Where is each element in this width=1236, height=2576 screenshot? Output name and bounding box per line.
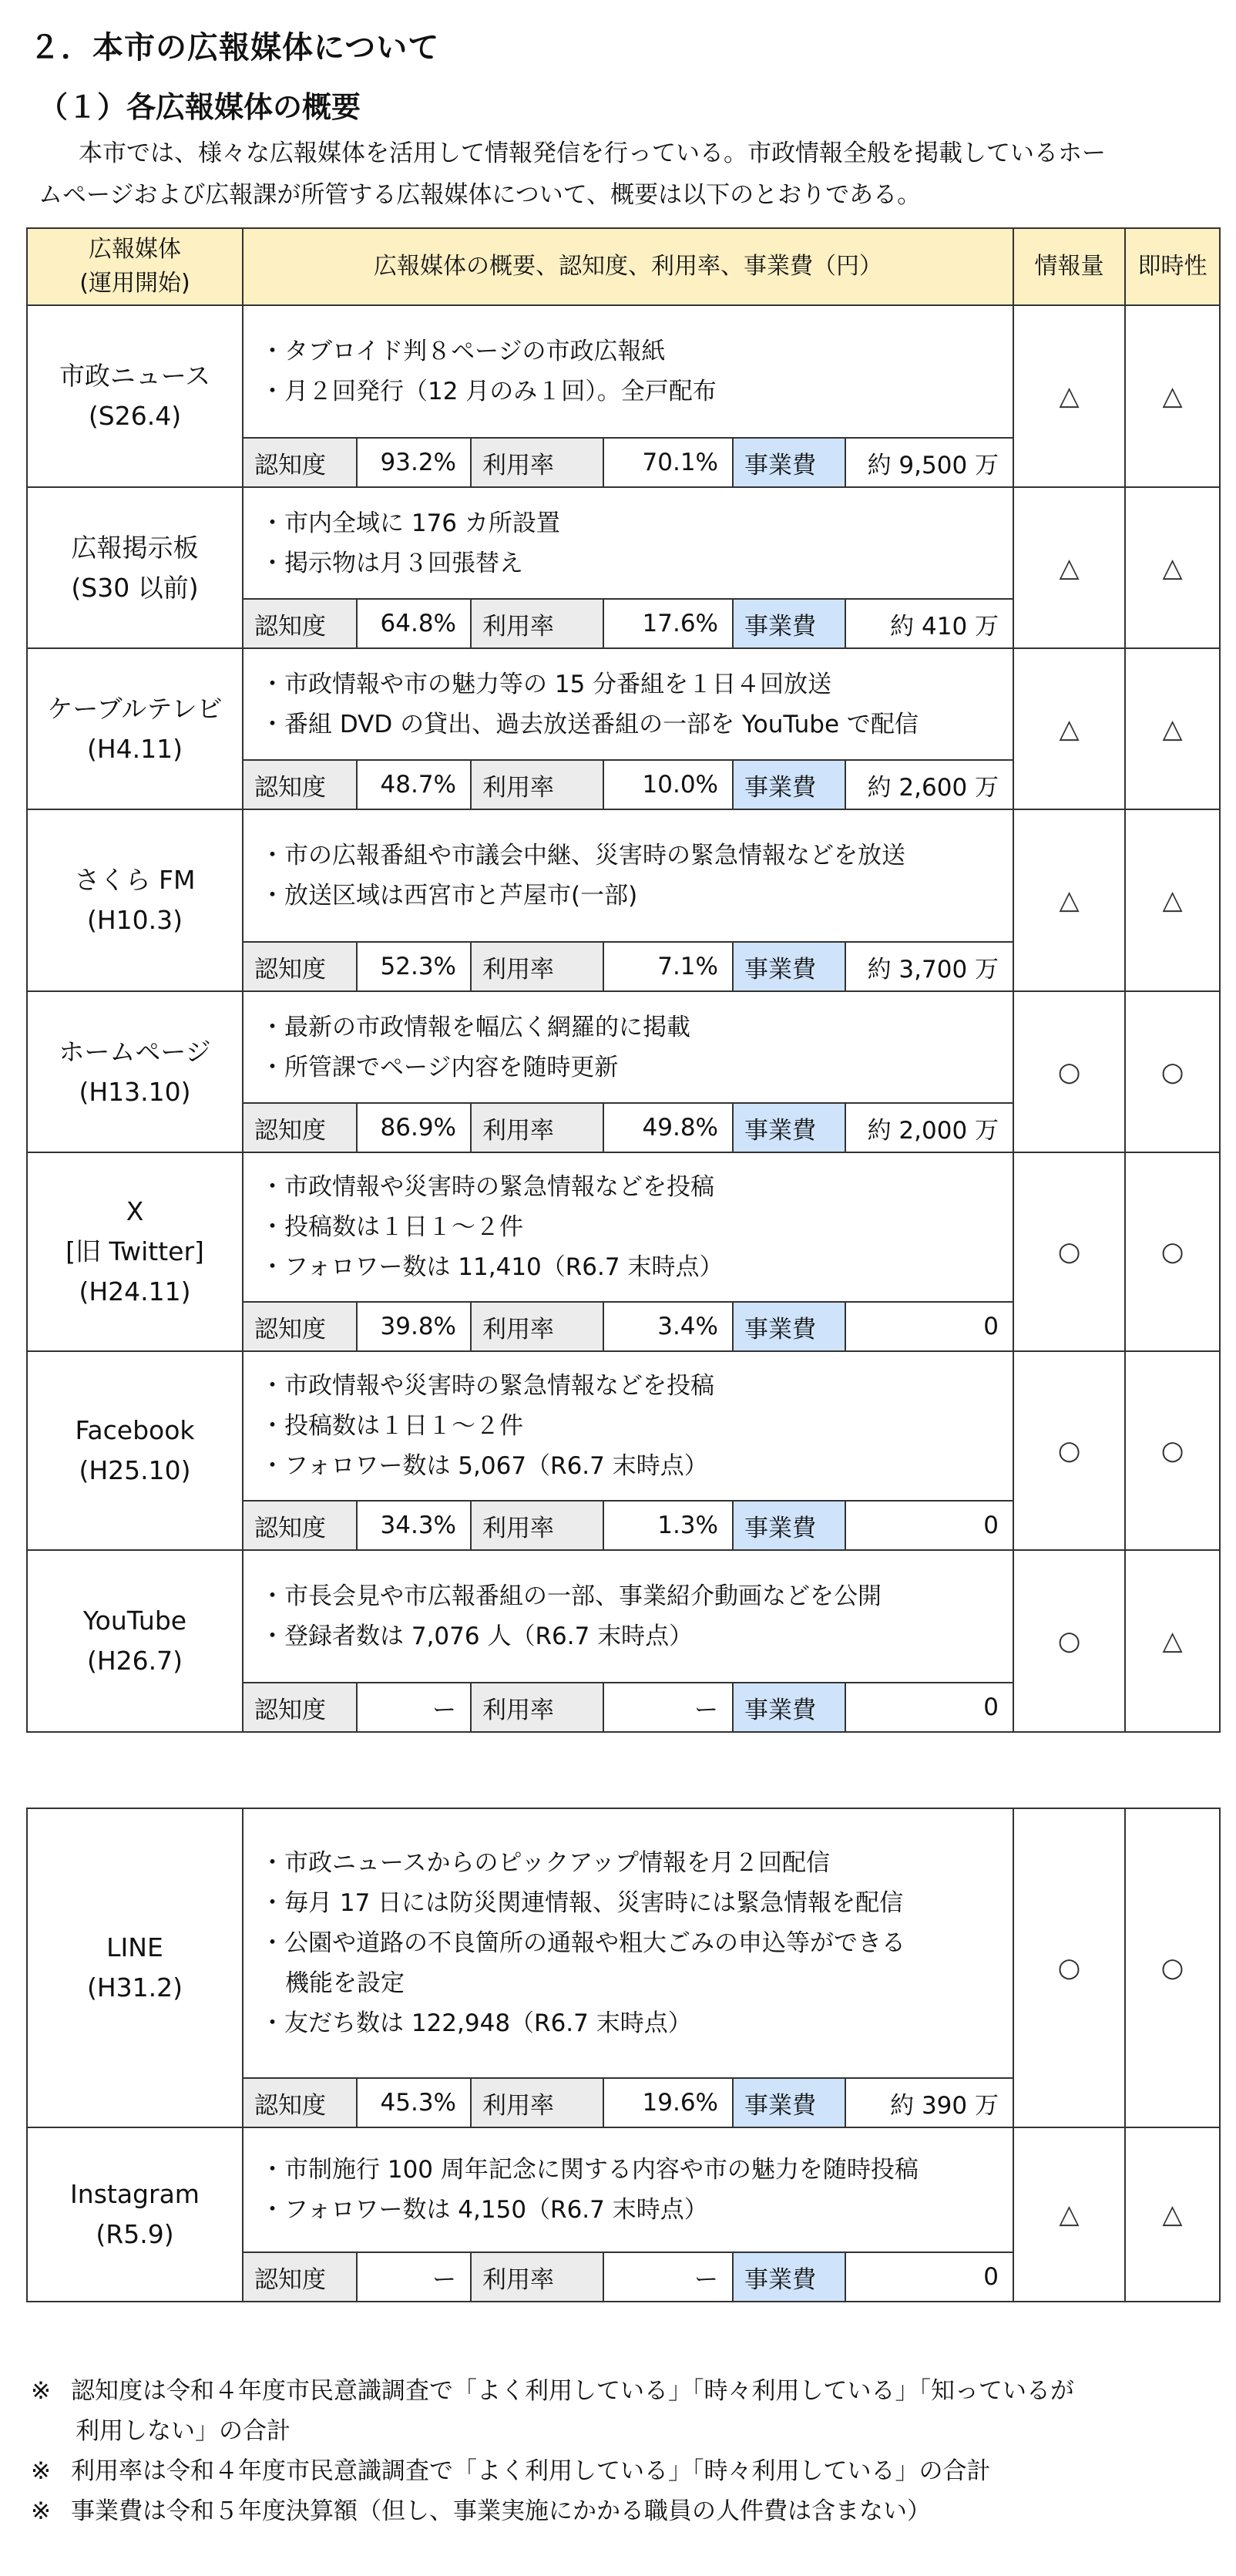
media-start-date: (H13.10) — [79, 1076, 191, 1107]
media-description — [243, 809, 1013, 942]
cost-label: 事業費 — [733, 1501, 845, 1550]
footnote-mark: ※ — [31, 2457, 51, 2485]
cost-label: 事業費 — [733, 760, 845, 809]
usage-value: 70.1% — [603, 438, 733, 487]
usage-value: 49.8% — [603, 1103, 733, 1152]
media-description — [243, 305, 1013, 438]
intro-text-line-2: ムページおよび広報課が所管する広報媒体について、概要は以下のとおりである。 — [39, 181, 922, 209]
awareness-label: 認知度 — [243, 599, 357, 648]
immediacy-rating: ○ — [1125, 1152, 1220, 1351]
media-name-cell — [27, 648, 243, 809]
description-line: ・友だち数は 122,948（R6.7 末時点） — [260, 2009, 692, 2037]
cost-value: 約 390 万 — [845, 2078, 1013, 2127]
awareness-value: 52.3% — [357, 942, 471, 991]
media-row — [27, 1808, 1220, 2078]
info-volume-rating: △ — [1013, 305, 1125, 487]
description-line: ・市制施行 100 周年記念に関する内容や市の魅力を随時投稿 — [260, 2156, 919, 2184]
header-media-label: 広報媒体 — [89, 236, 181, 263]
info-volume-rating: ○ — [1013, 991, 1125, 1152]
awareness-label: 認知度 — [243, 1683, 357, 1732]
info-volume-rating: △ — [1013, 809, 1125, 991]
immediacy-rating: △ — [1125, 648, 1220, 809]
usage-label: 利用率 — [471, 1683, 603, 1732]
description-line: ・市政情報や市の魅力等の 15 分番組を１日４回放送 — [260, 670, 832, 698]
media-start-date: (H26.7) — [86, 1646, 183, 1676]
cost-label: 事業費 — [733, 942, 845, 991]
media-name-cell — [27, 2127, 243, 2302]
cost-label: 事業費 — [733, 1103, 845, 1152]
media-name: さくら FM — [74, 865, 196, 895]
info-volume-rating: ○ — [1013, 1152, 1125, 1351]
immediacy-rating: ○ — [1125, 991, 1220, 1152]
media-description — [243, 1808, 1013, 2078]
footnote-1-line-1: 認知度は令和４年度市民意識調査で「よく利用している」「時々利用している」「知っているが — [71, 2377, 1074, 2405]
media-table-part-2 — [26, 1808, 1221, 2302]
cost-value: 約 9,500 万 — [845, 438, 1013, 487]
immediacy-rating: △ — [1125, 487, 1220, 648]
media-description — [243, 2127, 1013, 2252]
immediacy-rating: △ — [1125, 809, 1220, 991]
usage-value: 3.4% — [603, 1302, 733, 1351]
immediacy-rating: △ — [1125, 1550, 1220, 1732]
media-start-date: (H31.2) — [86, 1972, 183, 2003]
description-line: ・市政情報や災害時の緊急情報などを投稿 — [260, 1173, 714, 1201]
media-row — [27, 1351, 1220, 1501]
media-row — [27, 1152, 1220, 1302]
description-line: ・放送区域は西宮市と芦屋市(一部) — [260, 882, 638, 910]
description-line: ・月２回発行（12 月のみ１回）。全戸配布 — [260, 378, 717, 405]
cost-label: 事業費 — [733, 2252, 845, 2302]
header-summary: 広報媒体の概要、認知度、利用率、事業費（円） — [243, 228, 1013, 305]
media-name-cell — [27, 1550, 243, 1732]
footnote-2-text: 利用率は令和４年度市民意識調査で「よく利用している」「時々利用している」の合計 — [71, 2457, 991, 2485]
media-name: LINE — [106, 1932, 163, 1962]
footnote-mark: ※ — [31, 2497, 51, 2525]
awareness-label: 認知度 — [243, 1302, 357, 1351]
media-row — [27, 809, 1220, 942]
awareness-label: 認知度 — [243, 438, 357, 487]
footnote-mark: ※ — [31, 2377, 51, 2405]
cost-label: 事業費 — [733, 599, 845, 648]
media-name-cell — [27, 1152, 243, 1351]
media-name: Facebook — [75, 1415, 195, 1445]
awareness-value: 64.8% — [357, 599, 471, 648]
description-line: ・番組 DVD の貸出、過去放送番組の一部を YouTube で配信 — [260, 710, 919, 738]
media-name-cell — [27, 991, 243, 1152]
info-volume-rating: △ — [1013, 487, 1125, 648]
cost-label: 事業費 — [733, 1683, 845, 1732]
cost-value: 約 2,000 万 — [845, 1103, 1013, 1152]
media-description — [243, 1152, 1013, 1302]
immediacy-rating: △ — [1125, 305, 1220, 487]
cost-value: 0 — [845, 2252, 1013, 2302]
media-row — [27, 2127, 1220, 2252]
header-immediacy: 即時性 — [1125, 228, 1220, 305]
media-name: 広報掲示板 — [71, 532, 199, 563]
usage-label: 利用率 — [471, 2252, 603, 2302]
media-name: YouTube — [82, 1606, 187, 1636]
media-description — [243, 648, 1013, 760]
header-volume: 情報量 — [1013, 228, 1125, 305]
usage-label: 利用率 — [471, 438, 603, 487]
usage-value: ー — [603, 2252, 733, 2302]
media-name-former: [旧 Twitter] — [65, 1236, 204, 1266]
media-table-part-1 — [26, 227, 1221, 1733]
media-name-cell — [27, 1351, 243, 1550]
media-name: Instagram — [70, 2179, 200, 2209]
description-line: ・公園や道路の不良箇所の通報や粗大ごみの申込等ができる — [260, 1929, 905, 1957]
media-row — [27, 991, 1220, 1103]
media-start-date: (H24.11) — [79, 1276, 191, 1306]
description-line: ・投稿数は１日１～２件 — [260, 1412, 523, 1440]
awareness-label: 認知度 — [243, 1103, 357, 1152]
cost-value: 0 — [845, 1302, 1013, 1351]
usage-label: 利用率 — [471, 2078, 603, 2127]
awareness-label: 認知度 — [243, 942, 357, 991]
usage-label: 利用率 — [471, 599, 603, 648]
info-volume-rating: ○ — [1013, 1808, 1125, 2127]
cost-label: 事業費 — [733, 2078, 845, 2127]
description-line: ・タブロイド判８ページの市政広報紙 — [260, 338, 666, 365]
media-name: X — [126, 1196, 144, 1226]
awareness-value: 93.2% — [357, 438, 471, 487]
media-row — [27, 487, 1220, 599]
media-description — [243, 1351, 1013, 1501]
cost-value: 0 — [845, 1501, 1013, 1550]
footnote-1-line-2: 利用しない」の合計 — [76, 2417, 291, 2445]
header-media-start-label: (運用開始) — [79, 270, 190, 297]
subsection-heading: （１）各広報媒体の概要 — [39, 90, 361, 124]
description-line: ・市内全域に 176 カ所設置 — [260, 509, 560, 537]
media-name: 市政ニュース — [59, 361, 211, 391]
description-line: ・市の広報番組や市議会中継、災害時の緊急情報などを放送 — [260, 842, 905, 869]
usage-value: 17.6% — [603, 599, 733, 648]
media-name: ホームページ — [59, 1036, 211, 1067]
footnotes — [31, 2371, 1210, 2531]
usage-value: 10.0% — [603, 760, 733, 809]
media-start-date: (R5.9) — [96, 2219, 174, 2249]
section-heading: ２．本市の広報媒体について — [29, 30, 440, 66]
description-line: ・掲示物は月３回張替え — [260, 549, 523, 577]
cost-value: 約 2,600 万 — [845, 760, 1013, 809]
description-line: ・フォロワー数は 5,067（R6.7 末時点） — [260, 1452, 708, 1480]
awareness-value: 48.7% — [357, 760, 471, 809]
usage-value: 19.6% — [603, 2078, 733, 2127]
awareness-value: 45.3% — [357, 2078, 471, 2127]
usage-label: 利用率 — [471, 1501, 603, 1550]
footnote-2 — [31, 2451, 1210, 2491]
awareness-value: ー — [357, 1683, 471, 1732]
media-description — [243, 487, 1013, 599]
media-name-cell — [27, 487, 243, 648]
media-start-date: (H25.10) — [79, 1455, 191, 1485]
media-description — [243, 1550, 1013, 1683]
usage-label: 利用率 — [471, 942, 603, 991]
media-row — [27, 648, 1220, 760]
media-row — [27, 1550, 1220, 1683]
media-start-date: (S30 以前) — [71, 572, 199, 603]
info-volume-rating: △ — [1013, 2127, 1125, 2302]
awareness-label: 認知度 — [243, 1501, 357, 1550]
media-name: ケーブルテレビ — [47, 693, 223, 724]
description-line: ・投稿数は１日１～２件 — [260, 1213, 523, 1241]
awareness-value: 86.9% — [357, 1103, 471, 1152]
media-row — [27, 305, 1220, 438]
cost-label: 事業費 — [733, 1302, 845, 1351]
awareness-label: 認知度 — [243, 2252, 357, 2302]
usage-value: 7.1% — [603, 942, 733, 991]
footnote-3-text: 事業費は令和５年度決算額（但し、事業実施にかかる職員の人件費は含まない） — [71, 2497, 931, 2525]
usage-label: 利用率 — [471, 760, 603, 809]
info-volume-rating: ○ — [1013, 1351, 1125, 1550]
description-line: ・登録者数は 7,076 人（R6.7 末時点） — [260, 1623, 694, 1650]
cost-value: 約 410 万 — [845, 599, 1013, 648]
usage-label: 利用率 — [471, 1103, 603, 1152]
media-name-cell — [27, 305, 243, 487]
description-line: ・市政ニュースからのピックアップ情報を月２回配信 — [260, 1849, 831, 1877]
description-line: ・所管課でページ内容を随時更新 — [260, 1053, 619, 1081]
description-line: ・毎月 17 日には防災関連情報、災害時には緊急情報を配信 — [260, 1889, 904, 1917]
header-media — [27, 228, 243, 305]
awareness-value: ー — [357, 2252, 471, 2302]
media-start-date: (S26.4) — [88, 401, 182, 431]
cost-value: 約 3,700 万 — [845, 942, 1013, 991]
media-description — [243, 991, 1013, 1103]
awareness-label: 認知度 — [243, 2078, 357, 2127]
awareness-label: 認知度 — [243, 760, 357, 809]
footnote-1 — [31, 2371, 1210, 2451]
immediacy-rating: ○ — [1125, 1351, 1220, 1550]
description-line: ・市政情報や災害時の緊急情報などを投稿 — [260, 1372, 714, 1400]
info-volume-rating: ○ — [1013, 1550, 1125, 1732]
usage-value: ー — [603, 1683, 733, 1732]
media-start-date: (H10.3) — [86, 905, 183, 935]
description-line: ・フォロワー数は 11,410（R6.7 末時点） — [260, 1253, 724, 1281]
description-line: ・フォロワー数は 4,150（R6.7 末時点） — [260, 2196, 708, 2224]
media-name-cell — [27, 1808, 243, 2127]
awareness-value: 39.8% — [357, 1302, 471, 1351]
table-header-row — [27, 228, 1220, 305]
cost-value: 0 — [845, 1683, 1013, 1732]
intro-text-line-1: 本市では、様々な広報媒体を活用して情報発信を行っている。市政情報全般を掲載しているホー — [79, 140, 1106, 167]
awareness-value: 34.3% — [357, 1501, 471, 1550]
description-line: 機能を設定 — [285, 1969, 405, 1997]
usage-label: 利用率 — [471, 1302, 603, 1351]
info-volume-rating: △ — [1013, 648, 1125, 809]
description-line: ・最新の市政情報を幅広く網羅的に掲載 — [260, 1013, 690, 1041]
media-start-date: (H4.11) — [86, 733, 183, 764]
usage-value: 1.3% — [603, 1501, 733, 1550]
description-line: ・市長会見や市広報番組の一部、事業紹介動画などを公開 — [260, 1582, 882, 1610]
immediacy-rating: △ — [1125, 2127, 1220, 2302]
footnote-3 — [31, 2491, 1210, 2531]
immediacy-rating: ○ — [1125, 1808, 1220, 2127]
cost-label: 事業費 — [733, 438, 845, 487]
media-name-cell — [27, 809, 243, 991]
